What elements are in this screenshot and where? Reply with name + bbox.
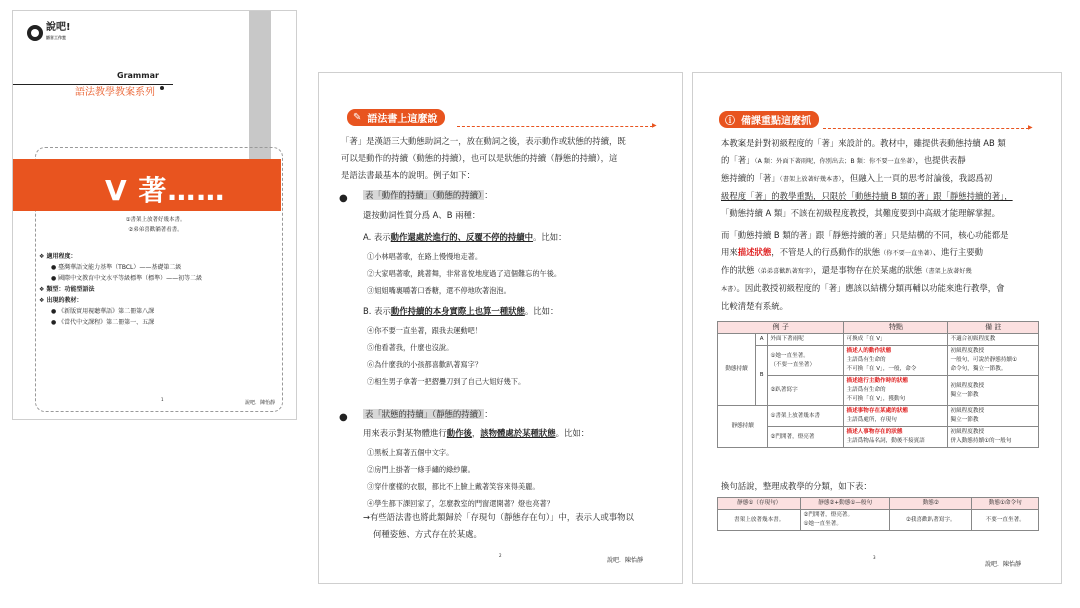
example-list-b: ④你不要一直坐著，跟我去運動吧！ ⑤他看著我，什麼也沒說。 ⑥為什麼我的小孩都喜歡趴著寫字？ ⑦相生男子拿著一把摺疊刀到了自己大姐好幾下。	[367, 326, 526, 386]
grammar-label: Grammar	[117, 71, 159, 80]
page-number: 1	[161, 397, 164, 402]
series-title: 語法教學教案系列	[75, 87, 155, 98]
bullet-dot: ●	[339, 412, 348, 423]
list-item: ● 《新版實用視聽華語》第二冊第八課	[51, 308, 155, 315]
bullet-dot: ●	[339, 193, 348, 204]
col-header-feature: 特點	[844, 322, 948, 334]
col-header-note: 備 註	[948, 322, 1039, 334]
example-list-c: ①黑板上寫著五個中文字。 ②房門上掛著一條手繡的綠紗簾。 ③穿什麼樣的衣服，都比不上臉上戴著笑容來得美麗。 ④學生都下課回家了，怎麼教室的門窗還開著？燈也亮著？	[367, 448, 554, 508]
bullet-dynamic: 表「動作的持續」（動態的持續） ：	[365, 190, 493, 200]
type-heading: ❖ 類型：功能型語法	[39, 286, 95, 293]
arrow-tip-icon: ▶	[652, 122, 657, 129]
table-row: 靜態持續 ①書架上放著幾本書 描述事物存在某處的狀態 主語爲處所，存現句 初級程度教授 獨立一節教	[718, 406, 1039, 427]
list-item: ● 國際中文教育中文水平等級標準（標準）——初等二級	[51, 275, 203, 282]
bullet-static: 表「狀態的持續」（靜態的持續） ：	[365, 409, 493, 419]
book-icon: ✎	[353, 112, 362, 123]
intro-paragraph: 「著」是漢語三大動態助詞之一，放在動詞之後，表示動作或狀態的持續，既 可以是動作的持續（動態的持續），也可以是狀態的持續（靜態的持續），這 是語法書最基本的說明。例子如下：	[341, 136, 626, 180]
type-b-desc: B. 表示動作持續的本身實際上也算一種狀態。比如：	[363, 306, 559, 316]
logo-text: 說吧! 語言工作室	[46, 22, 71, 40]
col-header: 靜態①（存現句）	[718, 498, 801, 510]
logo-mark-icon	[27, 25, 43, 41]
arrow-tip-icon: ▶	[1028, 124, 1033, 131]
page-author: 說吧．陳怡靜	[607, 557, 644, 564]
page-number: 3	[873, 555, 876, 560]
heading-dashline	[823, 128, 1029, 129]
example-list-a: ①小林唱著歌，在路上慢慢地走著。 ②大家唱著歌，跳著舞，非常喜悅地度過了這個難忘的午後。 ③姐姐嘴裏嚼著口香糖，還不停地吹著泡泡。	[367, 252, 562, 295]
table-row: ②趴著寫字 描述進行主動作時的狀態 主語爲有生命的 不可換「在 V」，獲動句 初級程度教授 獨立一節教	[718, 376, 1039, 406]
focus-paragraph-1: 本教案是針對初級程度的「著」來設計的。教材中，雖提供表動態持續 AB 類 的「著」（A 類：外面下著雨呢，你別出去；B 類：你不要一直坐著），也提供表靜 態持續的「著」（書架上放著好幾本書），但融入上一頁的思考討論後，我認爲初 級程度「著」的教學重點，只限於「動態持續 B 類的著」跟「靜態持續的著」， 「動態持續 A 類」不該在初級程度教授，其難度要到中高級才能理解掌握。	[721, 138, 1013, 218]
grammar-book-page	[318, 72, 683, 584]
summary-line: 換句話說，整理成教學的分類，如下表：	[721, 481, 872, 491]
series-dot	[160, 86, 164, 90]
cover-page	[12, 10, 297, 420]
focus-paragraph-2: 而「動態持續 B 類的著」跟「靜態持續的著」只是結構的不同，核心功能都是 用來描述狀態，不管是人的行爲動作的狀態（你不要一直坐著）、進行主要動 作的狀態（弟弟喜歡趴著寫字），還是事物存在於某處的狀態（書架上放著好幾 本書）。因此教授初級程度的「著」應該以結構分類再輔以功能來進行教學，會 比較清楚有系統。	[721, 230, 1009, 311]
section-heading: ✎ 語法書上這麼說	[347, 109, 445, 126]
page-number: 2	[499, 553, 502, 558]
table-row: 書架上放著幾本書。 ②門開著，燈亮著。 ①她一直坐著。 ②我喜歡趴著寫字。 不要一直坐著。	[718, 510, 1039, 531]
info-circle-icon: ⓘ	[725, 116, 735, 127]
classification-table	[717, 321, 1039, 448]
bullet-dynamic-sub: 還按動詞性質分爲 A、B 兩種：	[363, 210, 481, 220]
list-item: ● 臺灣華語文能力基準（TBCL）——基礎第二級	[51, 264, 182, 271]
teaching-order-table	[717, 497, 1039, 531]
lesson-focus-page	[692, 72, 1062, 584]
cover-examples: ①書架上放著好幾本書。 ②弟弟喜歡躺著看書。	[125, 217, 186, 233]
source-heading: ❖ 出現的教材：	[39, 297, 83, 304]
type-a-desc: A. 表示動作還處於進行的、反覆不停的持續中。比如：	[363, 232, 567, 242]
col-header: 靜態②+動態①—般句	[801, 498, 890, 510]
table-row: 動態持續 A 外面下著雨呢 可換成「在 V」 不適合初級程度教	[718, 334, 1039, 346]
table-row: ②門開著，燈亮著 描述人事物存在的狀態 主語爲物品名詞，動後不接賓語 初級程度教授 併入動態持續①的一般句	[718, 427, 1039, 448]
list-item: ● 《當代中文課程》第二冊第一、五課	[51, 319, 155, 326]
cover-title: V 著……	[105, 174, 226, 207]
cover-info	[39, 251, 269, 328]
section-heading: ⓘ 備課重點這麼抓	[719, 111, 819, 128]
col-header: 動態①命令句	[972, 498, 1039, 510]
level-heading: ❖ 適用程度：	[39, 253, 77, 260]
heading-dashline	[457, 126, 653, 127]
table-row: B ①她一直坐著。 （不要一直坐著） 描述人的動作狀態 主語爲有生命的 不可換「在 V」，一般，命令 初級程度教授 一般句，可說於靜態持續① 命令句，獨立一節教。	[718, 346, 1039, 376]
page-author: 說吧．陳怡靜	[245, 400, 276, 406]
page-author: 說吧．陳怡靜	[985, 561, 1022, 568]
col-header: 動態②	[890, 498, 972, 510]
brand-logo	[27, 23, 71, 43]
col-header-example: 例 子	[718, 322, 844, 334]
static-desc: 用來表示對某物體進行動作後，該物體處於某種狀態。比如：	[363, 428, 590, 438]
note-paragraph: →有些語法書也將此類歸於「存現句（靜態存在句）」中，表示人或事物以 何種姿態、方式存在於某處。	[363, 512, 634, 539]
